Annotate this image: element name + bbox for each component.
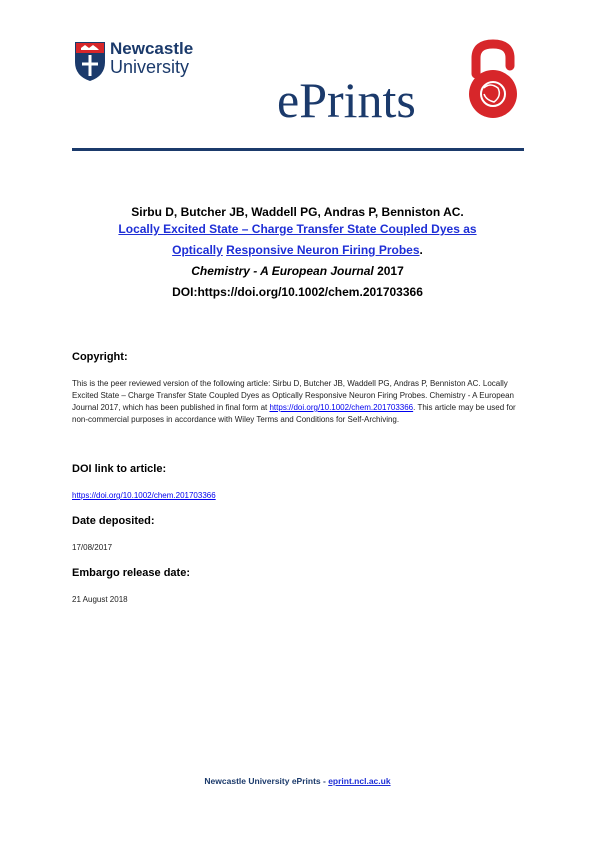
citation-journal — [60, 263, 535, 280]
copyright-text-after: . This article may be used for non-commercial purposes in accordance with Wiley Terms and Conditions for Self-Archiving. — [72, 403, 516, 424]
open-access-lock-icon — [462, 38, 524, 120]
doi-link-row — [72, 490, 216, 502]
university-name-line2: University — [110, 57, 190, 77]
citation-doi: DOI:https://doi.org/10.1002/chem.201703366 — [172, 285, 423, 299]
article-title-link-optically[interactable]: Optically — [172, 243, 223, 257]
footer-eprints-link[interactable]: eprint.ncl.ac.uk — [328, 776, 391, 786]
copyright-heading: Copyright: — [72, 351, 128, 363]
header-divider — [72, 148, 524, 151]
date-deposited-heading: Date deposited: — [72, 515, 155, 527]
article-title-link-rest[interactable]: Responsive Neuron Firing Probes — [226, 243, 420, 257]
citation-authors: Sirbu D, Butcher JB, Waddell PG, Andras P, Benniston AC. — [131, 205, 464, 219]
doi-link[interactable]: https://doi.org/10.1002/chem.201703366 — [72, 491, 216, 500]
copyright-doi-link[interactable]: https://doi.org/10.1002/chem.201703366 — [269, 403, 414, 412]
copyright-text-before: This is the peer reviewed version of the following article: Sirbu D, Butcher JB, Waddell PG, Andras P, Benniston AC. Locally Excited State – Charge Transfer State Coupled Dyes as Optically Responsive Neuron Firing Probes. Chemistry - A European Journal 2017, which has been published in final form at — [72, 379, 514, 412]
footer — [0, 776, 595, 786]
copyright-text — [72, 378, 524, 426]
citation-title-line2 — [60, 242, 535, 259]
footer-text: Newcastle University ePrints - — [204, 776, 329, 786]
title-end: . — [419, 243, 423, 257]
university-name-line1: Newcastle — [110, 39, 194, 58]
date-deposited-value: 17/08/2017 — [72, 543, 113, 552]
article-title-link[interactable]: Locally Excited State – Charge Transfer State Coupled Dyes as — [118, 222, 477, 236]
eprints-wordmark: ePrints — [277, 72, 416, 128]
citation-title-line1 — [60, 221, 535, 238]
embargo-heading: Embargo release date: — [72, 567, 190, 579]
journal-year: 2017 — [377, 264, 404, 278]
embargo-value: 21 August 2018 — [72, 595, 128, 604]
doi-heading: DOI link to article: — [72, 463, 167, 475]
university-crest-logo — [73, 40, 107, 82]
journal-name: Chemistry - A European Journal — [191, 264, 374, 278]
